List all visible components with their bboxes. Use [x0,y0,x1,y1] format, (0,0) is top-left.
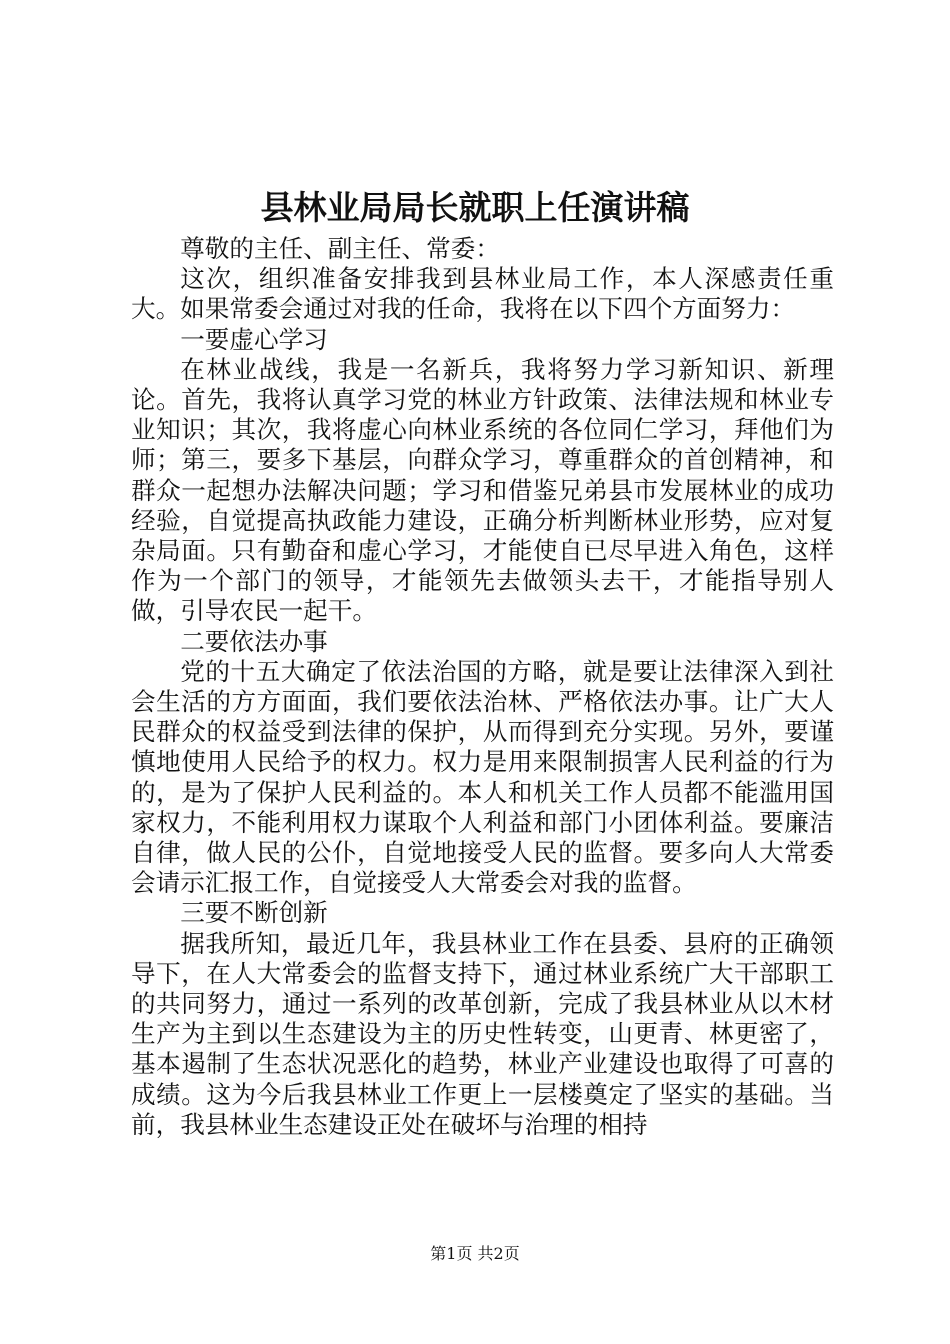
document-body [131,234,834,1140]
body-paragraph: 这次，组织准备安排我到县林业局工作，本人深感责任重大。如果常委会通过对我的任命，我将在以下四个方面努力： [131,264,834,324]
page-number-footer: 第1页 共2页 [430,1244,520,1263]
document-title: 县林业局局长就职上任演讲稿 [260,188,690,227]
section-heading: 二要依法办事 [180,626,328,656]
salutation: 尊敬的主任、副主任、常委： [180,234,500,263]
section-heading: 一要虚心学习 [180,324,328,354]
body-paragraph: 在林业战线，我是一名新兵，我将努力学习新知识、新理论。首先，我将认真学习党的林业方针政策、法律法规和林业专业知识；其次，我将虚心向林业系统的各位同仁学习，拜他们为师；第三，要多下基层，向群众学习，尊重群众的首创精神，和群众一起想办法解决问题；学习和借鉴兄弟县市发展林业的成功经验，自觉提高执政能力建设，正确分析判断林业形势，应对复杂局面。只有勤奋和虚心学习，才能使自已尽早进入角色，这样作为一个部门的领导，才能领先去做领头去干，才能指导别人做，引导农民一起干。 [131,354,834,626]
body-paragraph: 党的十五大确定了依法治国的方略，就是要让法律深入到社会生活的方方面面，我们要依法治林、严格依法办事。让广大人民群众的权益受到法律的保护，从而得到充分实现。另外，要谨慎地使用人民给予的权力。权力是用来限制损害人民利益的行为的，是为了保护人民利益的。本人和机关工作人员都不能滥用国家权力，不能利用权力谋取个人利益和部门小团体利益。要廉洁自律，做人民的公仆，自觉地接受人民的监督。要多向人大常委会请示汇报工作，自觉接受人大常委会对我的监督。 [131,656,834,898]
section-heading: 三要不断创新 [180,898,328,928]
body-paragraph: 据我所知，最近几年，我县林业工作在县委、县府的正确领导下，在人大常委会的监督支持下，通过林业系统广大干部职工的共同努力，通过一系列的改革创新，完成了我县林业从以木材生产为主到以生态建设为主的历史性转变，山更青、林更密了，基本遏制了生态状况恶化的趋势，林业产业建设也取得了可喜的成绩。这为今后我县林业工作更上一层楼奠定了坚实的基础。当前，我县林业生态建设正处在破坏与治理的相持 [131,928,834,1139]
